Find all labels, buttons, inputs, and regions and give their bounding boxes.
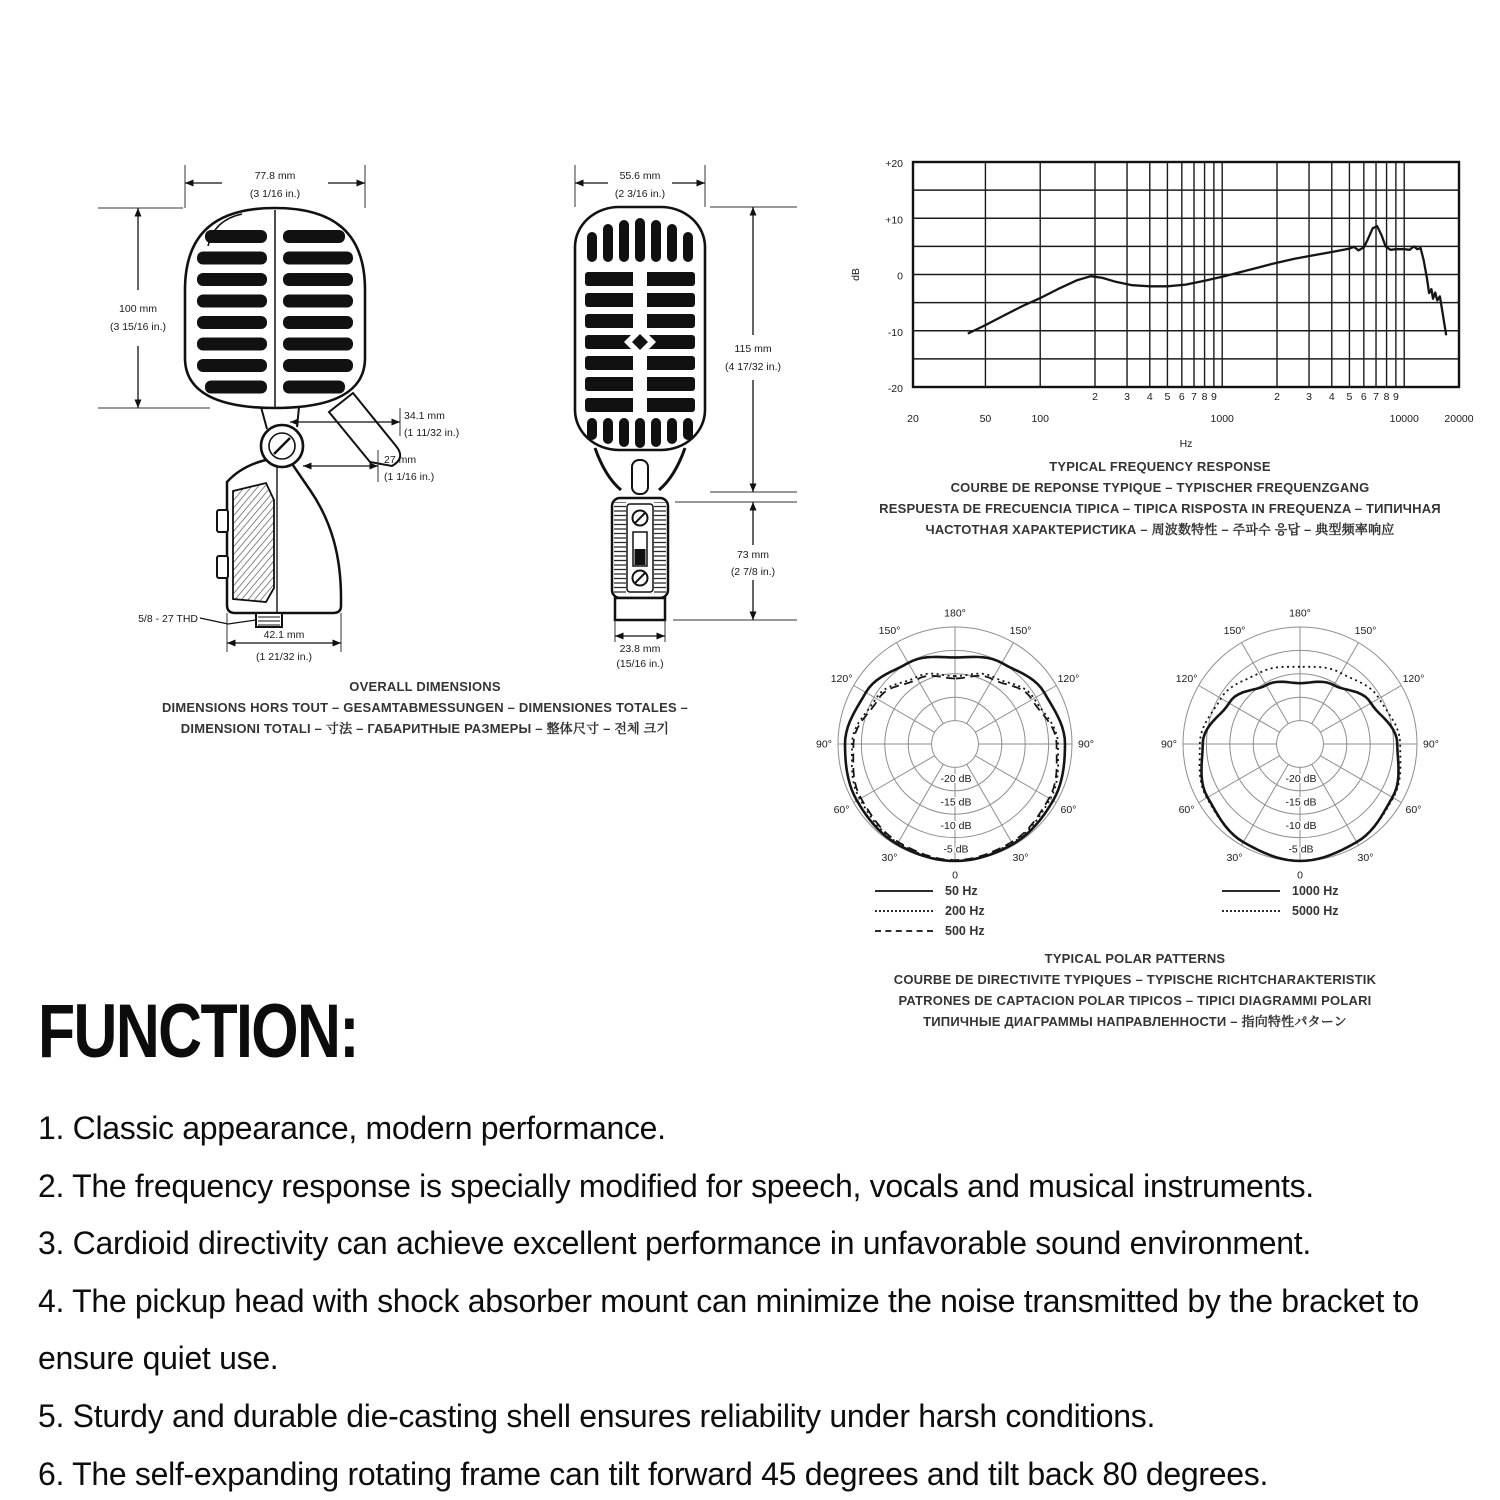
legend-row [875,904,985,918]
legend-row [1222,904,1339,918]
x-minor-tick-label: 9 [1392,391,1399,403]
x-tick-label: 10000 [1389,413,1419,425]
dim-handle-height-inches: (2 7/8 in.) [730,566,776,578]
function-item: 1. Classic appearance, modern performance. [38,1110,666,1146]
dim-height-inches: (3 15/16 in.) [109,321,167,333]
dim-head-height-inches: (4 17/32 in.) [724,361,782,373]
dim-width-label: 77.8 mm [254,170,296,182]
function-item: 5. Sturdy and durable die-casting shell ensures reliability under harsh conditions. [38,1397,1156,1434]
legend-row [1222,884,1339,898]
caption-line: PATRONES DE CAPTACION POLAR TIPICOS – TIPICI DIAGRAMMI POLARI [898,993,1372,1009]
angle-tick-label: 30° [1357,851,1374,864]
dim-base-label: 42.1 mm [263,629,305,641]
angle-tick-label: 0 [952,869,958,882]
radial-tick-label: -5 dB [943,843,969,856]
switch-plate [233,483,274,602]
x-minor-tick-label: 3 [1306,391,1312,403]
handle-ribs-left [614,502,626,594]
angle-tick-label: 90° [816,738,832,751]
radial-tick-label: -5 dB [1288,843,1314,856]
x-minor-tick-label: 3 [1124,391,1130,403]
function-section-title: FUNCTION: [38,989,358,1074]
function-list [38,1100,1486,1500]
dim-base-inches: (1 21/32 in.) [255,651,313,663]
overall-dimensions-caption [85,676,765,739]
radial-tick-label: -15 dB [1285,796,1317,809]
caption-line: COURBE DE REPONSE TYPIQUE – TYPISCHER FREQUENZGANG [950,480,1370,496]
angle-tick-label: 60° [1060,804,1077,816]
angle-tick-label: 150° [1009,625,1032,638]
caption-line: TYPICAL FREQUENCY RESPONSE [1049,459,1271,474]
body-tab [217,510,228,532]
thread-label: 5/8 - 27 THD [138,613,198,625]
x-minor-tick-label: 8 [1201,391,1208,403]
polar-pattern-high-chart [1135,588,1465,918]
function-item: 2. The frequency response is specially modified for speech, vocals and musical instruments. [38,1167,1314,1204]
dim-head-height-label: 115 mm [734,343,772,355]
legend-label: 200 Hz [945,904,985,918]
dim-height-label: 100 mm [119,303,157,315]
angle-tick-label: 30° [1012,851,1029,864]
angle-tick-label: 150° [1223,625,1246,638]
legend-label: 50 Hz [945,884,978,898]
solid-line-sample [875,890,933,892]
angle-tick-label: 30° [881,851,898,864]
caption-line: ТИПИЧНЫЕ ДИАГРАММЫ НАПРАВЛЕННОСТИ – 指向特性パターン [923,1014,1347,1030]
handle-cap [615,598,665,620]
x-minor-tick-label: 5 [1346,391,1353,403]
dim-knob-inches: (1 1/16 in.) [384,471,435,483]
dim-swivel-label: 34.1 mm [404,410,445,422]
handle-ribs-right [654,502,666,594]
angle-tick-label: 120° [1402,673,1425,685]
radial-tick-label: -15 dB [940,796,972,809]
caption-line: TYPICAL POLAR PATTERNS [1044,951,1226,966]
radial-tick-label: -20 dB [1285,773,1317,786]
dotted-line-sample [1222,910,1280,912]
yoke-arm [659,448,685,490]
angle-tick-label: 120° [1057,673,1080,685]
caption-line: DIMENSIONS HORS TOUT – GESAMTABMESSUNGEN – DIMENSIONES TOTALES – [161,700,689,716]
mic-side-view-diagram [505,150,825,670]
radial-tick-label: -10 dB [940,819,972,832]
yoke-arm [595,448,621,490]
dim-width-inches: (3 1/16 in.) [249,188,301,200]
dim-handle-height-label: 73 mm [736,549,770,561]
caption-line: OVERALL DIMENSIONS [349,679,501,694]
x-minor-tick-label: 4 [1328,391,1335,403]
angle-tick-label: 150° [1354,625,1377,638]
polar-patterns-caption [800,948,1470,1032]
angle-tick-label: 120° [1175,673,1198,685]
angle-tick-label: 90° [1078,738,1094,751]
mic-front-view-diagram [70,150,500,670]
radial-tick-label: -20 dB [940,773,972,786]
legend-row [875,924,985,938]
function-item: 6. The self-expanding rotating frame can tilt forward 45 degrees and tilt back 80 degrees. [38,1455,1269,1492]
leader-line [200,618,256,624]
polar-low-legend [875,884,985,938]
angle-tick-label: 30° [1226,851,1243,864]
y-tick-label: 0 [897,270,903,283]
switch-knob [635,549,646,565]
x-minor-tick-label: 6 [1360,391,1367,403]
caption-line: DIMENSIONI TOTALI – 寸法 – ГАБАРИТНЫЕ РАЗМЕРЫ – 整体尺寸 – 전체 크기 [180,721,670,737]
dim-width-label: 55.6 mm [619,170,661,182]
frequency-response-caption [830,456,1490,540]
polar-pattern-low-chart [790,588,1120,918]
x-tick-label: 1000 [1210,413,1234,425]
y-tick-label: +20 [885,158,903,170]
x-minor-tick-label: 4 [1146,391,1153,403]
x-minor-tick-label: 5 [1164,391,1171,403]
y-axis-label: dB [850,268,862,281]
x-tick-label: 50 [979,413,992,425]
polar-high-legend [1222,884,1339,918]
x-minor-tick-label: 6 [1178,391,1185,403]
angle-tick-label: 60° [1405,804,1422,816]
solid-line-sample [1222,890,1280,892]
legend-label: 5000 Hz [1292,904,1339,918]
angle-tick-label: 0 [1297,869,1303,882]
angle-tick-label: 120° [830,673,853,685]
x-tick-label: 100 [1031,413,1049,425]
x-minor-tick-label: 2 [1274,391,1280,403]
freq-grid [913,162,1459,387]
radial-tick-label: -10 dB [1285,819,1317,832]
angle-tick-label: 180° [1289,607,1311,620]
dim-knob-label: 27 mm [384,454,417,466]
y-tick-label: -10 [887,326,903,339]
frequency-response-chart [835,152,1480,452]
yoke-pin [632,460,648,494]
dotted-line-sample [875,910,933,912]
dim-width-inches: (2 3/16 in.) [614,188,666,200]
x-axis-label: Hz [1179,438,1193,450]
caption-line: COURBE DE DIRECTIVITE TYPIQUES – TYPISCHE RICHTCHARAKTERISTIK [893,972,1377,988]
angle-tick-label: 90° [1161,738,1177,751]
x-minor-tick-label: 7 [1191,391,1197,403]
legend-row [875,884,985,898]
y-tick-label: +10 [885,214,903,227]
x-minor-tick-label: 2 [1092,391,1098,403]
x-minor-tick-label: 8 [1383,391,1390,403]
body-tab [217,556,228,578]
function-item: 4. The pickup head with shock absorber mount can minimize the noise transmitted by the bracket to ensure quiet use. [38,1282,1419,1377]
dim-base-width-inches: (15/16 in.) [616,658,664,670]
angle-tick-label: 180° [944,607,966,620]
angle-tick-label: 150° [878,625,901,638]
x-tick-label: 20 [907,413,919,425]
dashed-line-sample [875,930,933,932]
x-tick-label: 20000 [1444,413,1474,425]
dim-swivel-inches: (1 11/32 in.) [404,427,460,439]
y-tick-label: -20 [887,383,903,395]
x-minor-tick-label: 7 [1373,391,1379,403]
angle-tick-label: 60° [833,804,850,816]
caption-line: RESPUESTA DE FRECUENCIA TIPICA – TIPICA RISPOSTA IN FREQUENZA – ТИПИЧНАЯ [879,501,1441,517]
dim-base-width-label: 23.8 mm [619,643,661,655]
legend-label: 1000 Hz [1292,884,1339,898]
angle-tick-label: 60° [1178,804,1195,816]
angle-tick-label: 90° [1423,738,1439,751]
legend-label: 500 Hz [945,924,985,938]
function-item: 3. Cardioid directivity can achieve excellent performance in unfavorable sound environment. [38,1225,1311,1262]
caption-line: ЧАСТОТНАЯ ХАРАКТЕРИСТИКА – 周波数特性 – 주파수 응답 – 典型频率响应 [925,522,1395,538]
x-minor-tick-label: 9 [1210,391,1217,403]
